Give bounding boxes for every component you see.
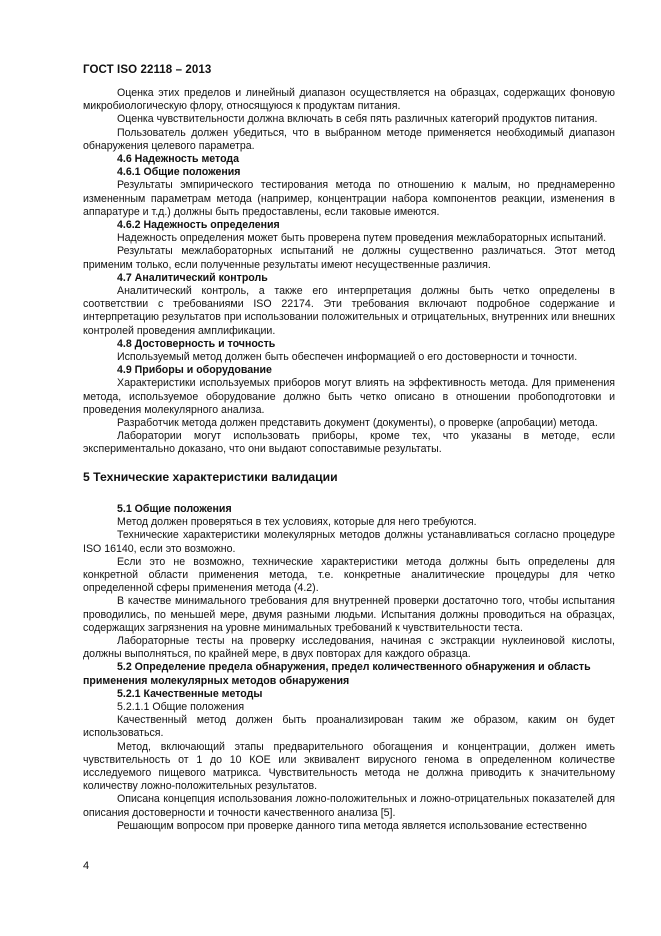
paragraph: Технические характеристики молекулярных методов должны устанавливаться согласно процедуре ISO 16140, если это возможно. xyxy=(83,529,615,555)
paragraph: Метод, включающий этапы предварительного обогащения и концентрации, должен иметь чувствительность от 1 до 10 КОЕ или эквивалент вирусного генома в определенном количестве исследуемого пищевого матрикса. Чувствительность метода не должна приводить к значительному количеству ложно-положительных результатов. xyxy=(83,740,615,793)
paragraph: Аналитический контроль, а также его интерпретация должны быть четко определены в соответствии с требованиями ISO 22174. Эти требования включают подробное содержание и интерпретацию результатов при использовании положительных и отрицательных, внутренних или внешних контролей проведения амплификации. xyxy=(83,285,615,337)
paragraph: Оценка чувствительности должна включать в себя пять различных категорий продуктов питания. xyxy=(117,113,598,126)
paragraph: Надежность определения может быть проверена путем проведения межлабораторных испытаний. xyxy=(117,232,607,245)
paragraph: Метод должен проверяться в тех условиях, которые для него требуются. xyxy=(117,516,477,529)
page-number: 4 xyxy=(83,860,90,872)
section-heading: 4.6.2 Надежность определения xyxy=(117,219,280,232)
paragraph: Разработчик метода должен представить документ (документы), о проверке (апробации) метода. xyxy=(117,417,598,430)
paragraph: Решающим вопросом при проверке данного типа метода является использование естественно xyxy=(117,819,587,832)
paragraph: Результаты эмпирического тестирования метода по отношению к малым, но преднамеренно измененным параметрам метода (например, концентрации набора компонентов реакции, изменения в аппаратуре и т.д.) должны быть предоставлены, если таковые имеются. xyxy=(83,179,615,218)
section-heading: 5.2.1 Качественные методы xyxy=(117,687,263,700)
section-heading: 5.2 Определение предела обнаружения, предел количественного обнаружения и область применения молекулярных методов обнаружения xyxy=(83,661,591,687)
section-heading: 5.1 Общие положения xyxy=(117,502,232,515)
paragraph: Лаборатории могут использовать приборы, кроме тех, что указаны в методе, если экспериментально доказано, что они выдают сопоставимые результаты. xyxy=(83,430,615,456)
paragraph: Результаты межлабораторных испытаний не должны существенно различаться. Этот метод применим только, если полученные результаты имеют несущественные различия. xyxy=(83,245,615,271)
document-body xyxy=(83,87,615,833)
paragraph: Оценка этих пределов и линейный диапазон осуществляется на образцах, содержащих фоновую микробиологическую флору, относящуюся к продуктам питания. xyxy=(83,87,615,113)
paragraph: В качестве минимального требования для внутренней проверки достаточно того, чтобы испытания проводились, по меньшей мере, двумя разными людьми. Испытания должны проводиться на образцах, содержащих загрязнения на уровне минимальных требований к чувствительности теста. xyxy=(83,595,615,634)
section-heading: 4.8 Достоверность и точность xyxy=(117,337,276,350)
paragraph: Пользователь должен убедиться, что в выбранном методе применяется необходимый диапазон обнаружения целевого параметра. xyxy=(83,126,615,152)
paragraph: Если это не возможно, технические характеристики метода должны быть определены для конкретной области применения метода, т.е. конкретные аналитические процедуры для четко определенной сферы применения метода (4.2). xyxy=(83,555,615,595)
paragraph: Описана концепция использования ложно-положительных и ложно-отрицательных показателей для описания достоверности и точности качественного анализа [5]. xyxy=(83,793,615,819)
section-heading: 4.7 Аналитический контроль xyxy=(117,271,268,284)
chapter-heading: 5 Технические характеристики валидации xyxy=(83,469,338,484)
page-header: ГОСТ ISO 22118 – 2013 xyxy=(83,64,212,76)
paragraph: Качественный метод должен быть проанализирован таким же образом, каким он будет использоваться. xyxy=(83,714,615,740)
paragraph: Используемый метод должен быть обеспечен информацией о его достоверности и точности. xyxy=(117,351,578,364)
section-heading: 4.6 Надежность метода xyxy=(117,153,240,166)
subsection-heading: 5.2.1.1 Общие положения xyxy=(117,700,245,713)
paragraph: Лабораторные тесты на проверку исследования, начиная с экстракции нуклеиновой кислоты, должны выполняться, по крайней мере, в двух повторах для каждого образца. xyxy=(83,634,615,661)
section-heading: 4.6.1 Общие положения xyxy=(117,166,241,179)
section-heading: 4.9 Приборы и оборудование xyxy=(117,364,272,377)
paragraph: Характеристики используемых приборов могут влиять на эффективность метода. Для применения метода, используемое оборудование должно быть четко описано в отношении пробоподготовки и проведения молекулярного анализа. xyxy=(83,377,615,416)
